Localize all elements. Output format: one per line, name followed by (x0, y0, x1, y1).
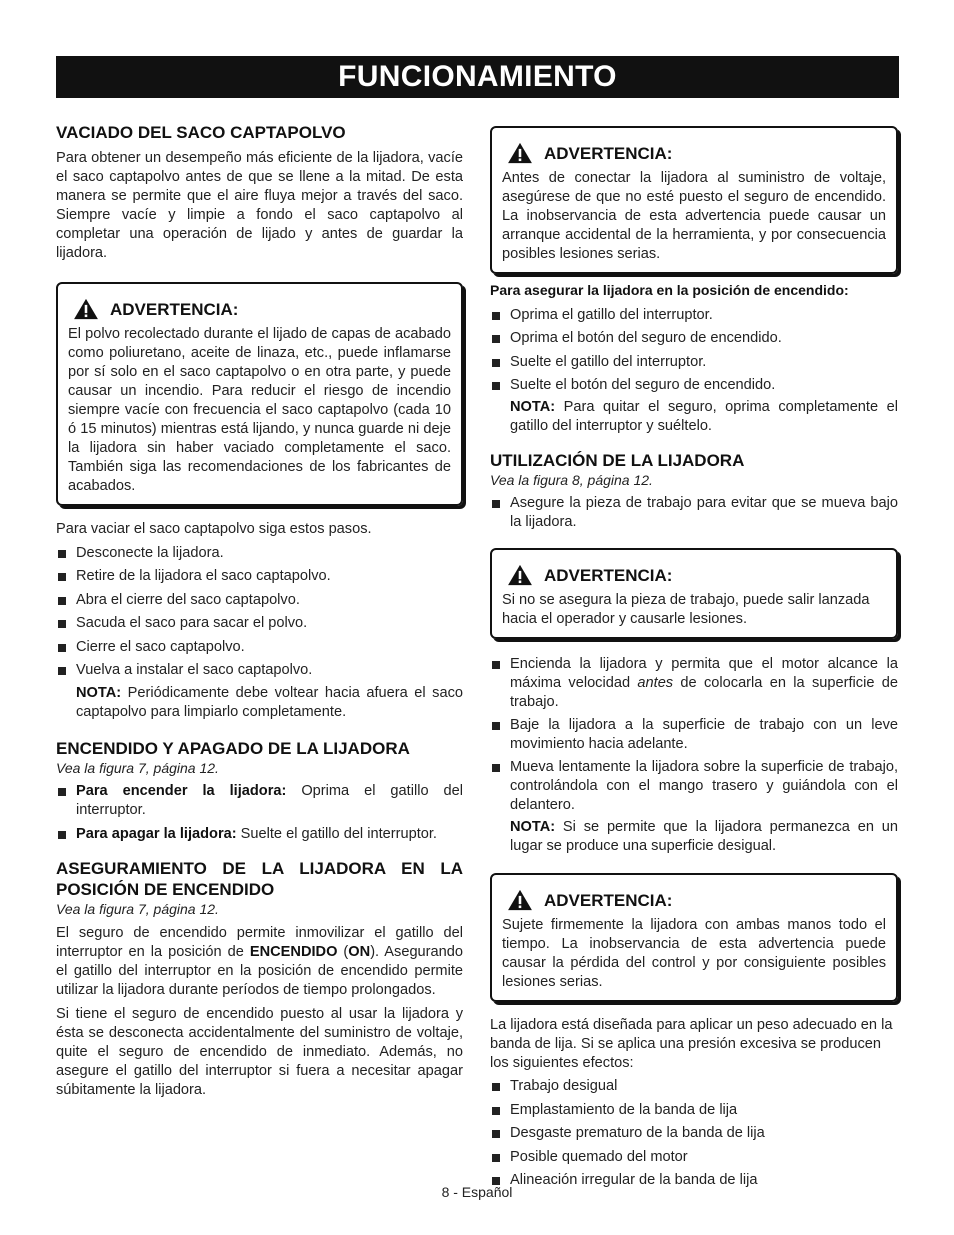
bullet-icon (492, 722, 500, 730)
bullet-icon (492, 1154, 500, 1162)
bullet-icon (492, 764, 500, 772)
page-title: FUNCIONAMIENTO (56, 56, 899, 98)
using-list-2 (490, 655, 898, 815)
using-list-1 (490, 494, 898, 532)
bullet-icon (492, 382, 500, 390)
list-item: Oprima el gatillo del interruptor. (490, 306, 898, 325)
section-heading-lock-on: ASEGURAMIENTO DE LA LIJADORA EN LA POSICIÓN DE ENCENDIDO (56, 858, 463, 899)
warning-box-dust (56, 282, 463, 506)
bullet-icon (492, 1107, 500, 1115)
list-item: Asegure la pieza de trabajo para evitar que se mueva bajo la lijadora. (490, 494, 898, 532)
list-item: Para encender la lijadora: Oprima el gatillo del interruptor. (56, 782, 463, 820)
bullet-icon (58, 597, 66, 605)
lock-on-paragraph-1: El seguro de encendido permite inmovilizar el gatillo del interruptor en la posición de ENCENDIDO (ON). Asegurando el gatillo del interruptor en la posición de encendido permite utilizar la lijadora durante períodos de tiempo prolongados. (56, 924, 463, 998)
warning-text: Antes de conectar la lijadora al suministro de voltaje, asegúrese de que no esté puesto el seguro de encendido. La inobservancia de esta advertencia puede causar un arranque accidental de la herramienta, y por consecuencia posibles lesiones serias. (502, 170, 886, 262)
right-column (490, 126, 898, 1190)
list-item: Abra el cierre del saco captapolvo. (56, 591, 463, 610)
warning-header (502, 564, 886, 586)
warning-triangle-icon (72, 298, 100, 320)
warning-box-workpiece (490, 548, 898, 639)
list-item: Encienda la lijadora y permita que el motor alcance la máxima velocidad antes de colocarla en la superficie de trabajo. (490, 655, 898, 712)
warning-triangle-icon (506, 142, 534, 164)
lock-procedure-note: NOTA: Para quitar el seguro, oprima completamente el gatillo del interruptor y suéltelo. (510, 399, 898, 435)
empty-bag-paragraph: Para obtener un desempeño más eficiente de la lijadora, vacíe el saco captapolvo antes de que se llene a la mitad. De esta manera se permite que el aire fluya mejor a través del saco. Siempre vacíe y limpie a fondo el saco captapolvo al completar una operación de lijado y antes de guardar la lijadora. (56, 150, 463, 261)
list-item: Emplastamiento de la banda de lija (490, 1101, 898, 1120)
section-heading-on-off: ENCENDIDO Y APAGADO DE LA LIJADORA (56, 738, 410, 758)
lock-procedure-steps (490, 306, 898, 395)
warning-header (68, 298, 451, 320)
bullet-icon (492, 359, 500, 367)
section-heading-using: UTILIZACIÓN DE LA LIJADORA (490, 451, 745, 471)
pressure-effects-list (490, 1077, 898, 1190)
empty-bag-steps (56, 544, 463, 680)
bullet-icon (492, 335, 500, 343)
list-item: Desconecte la lijadora. (56, 544, 463, 563)
list-item: Cierre el saco captapolvo. (56, 638, 463, 657)
bullet-icon (58, 644, 66, 652)
list-item: Suelte el botón del seguro de encendido. (490, 376, 898, 395)
list-item: Sacuda el saco para sacar el polvo. (56, 614, 463, 633)
warning-title: ADVERTENCIA: (544, 143, 673, 163)
list-item: Baje la lijadora a la superficie de trabajo con un leve movimiento hacia adelante. (490, 716, 898, 754)
list-item: Retire de la lijadora el saco captapolvo. (56, 567, 463, 586)
bullet-icon (492, 500, 500, 508)
list-item: Posible quemado del motor (490, 1148, 898, 1167)
on-off-list (56, 782, 463, 844)
list-item: Trabajo desigual (490, 1077, 898, 1096)
warning-box-grip (490, 873, 898, 1002)
lock-on-paragraph-2: Si tiene el seguro de encendido puesto al usar la lijadora y ésta se desconecta accidentalmente del suministro de voltaje, quite el seguro de encendido de inmediato. Además, no asegure el gatillo del interruptor si fuera a necesitar apagar súbitamente la lijadora. (56, 1005, 463, 1098)
pressure-paragraph: La lijadora está diseñada para aplicar un peso adecuado en la banda de lija. Si se aplica una presión excesiva se producen los siguientes efectos: (490, 1017, 893, 1072)
bullet-icon (492, 1083, 500, 1091)
warning-triangle-icon (506, 889, 534, 911)
bullet-icon (58, 573, 66, 581)
warning-title: ADVERTENCIA: (544, 565, 673, 585)
list-item: Mueva lentamente la lijadora sobre la superficie de trabajo, controlándola con el mango trasero y guiándola con el delantero. (490, 758, 898, 815)
figure-reference: Vea la figura 8, página 12. (490, 472, 653, 489)
empty-bag-note: NOTA: Periódicamente debe voltear hacia afuera el saco captapolvo para limpiarlo completamente. (76, 684, 463, 720)
bullet-icon (58, 667, 66, 675)
warning-text: El polvo recolectado durante el lijado de capas de acabado como poliuretano, aceite de linaza, etc., puede inflamarse por sí solo en el saco captapolvo o en otra parte, y puede causar un incendio. Para reducir el riesgo de incendio siempre vacíe con frecuencia el saco captapolvo (cada 10 ó 15 minutos) mientras está lijando, y nunca guarde ni deje la lijadora sin haber vaciado completamente el saco. También siga las recomendaciones de los fabricantes de acabados. (68, 326, 451, 494)
warning-text: Si no se asegura la pieza de trabajo, puede salir lanzada hacia el operador y causarle lesiones. (502, 592, 870, 628)
warning-header (502, 889, 886, 911)
figure-reference: Vea la figura 7, página 12. (56, 900, 219, 917)
section-heading-empty-bag: VACIADO DEL SACO CAPTAPOLVO (56, 123, 346, 142)
list-item: Alineación irregular de la banda de lija (490, 1171, 898, 1190)
bullet-icon (492, 661, 500, 669)
empty-bag-intro: Para vaciar el saco captapolvo siga estos pasos. (56, 521, 372, 537)
left-column (56, 120, 463, 1100)
bullet-icon (58, 620, 66, 628)
warning-title: ADVERTENCIA: (544, 890, 673, 910)
list-item: Para apagar la lijadora: Suelte el gatillo del interruptor. (56, 825, 463, 844)
bullet-icon (58, 788, 66, 796)
using-note: NOTA: Si se permite que la lijadora permanezca en un lugar se produce una superficie desigual. (510, 819, 898, 855)
list-item: Vuelva a instalar el saco captapolvo. (56, 661, 463, 680)
warning-box-voltage (490, 126, 898, 274)
list-item: Suelte el gatillo del interruptor. (490, 353, 898, 372)
figure-reference: Vea la figura 7, página 12. (56, 759, 219, 776)
warning-title: ADVERTENCIA: (110, 299, 239, 319)
bullet-icon (492, 1130, 500, 1138)
bullet-icon (58, 831, 66, 839)
bullet-icon (492, 312, 500, 320)
warning-triangle-icon (506, 564, 534, 586)
list-item: Oprima el botón del seguro de encendido. (490, 329, 898, 348)
page-number: 8 - Español (441, 1184, 513, 1200)
warning-text: Sujete firmemente la lijadora con ambas manos todo el tiempo. La inobservancia de esta advertencia puede causar la pérdida del control y por consiguiente posibles lesiones serias. (502, 917, 886, 991)
warning-header (502, 142, 886, 164)
lock-procedure-heading: Para asegurar la lijadora en la posición de encendido: (490, 282, 849, 298)
list-item: Desgaste prematuro de la banda de lija (490, 1124, 898, 1143)
bullet-icon (58, 550, 66, 558)
